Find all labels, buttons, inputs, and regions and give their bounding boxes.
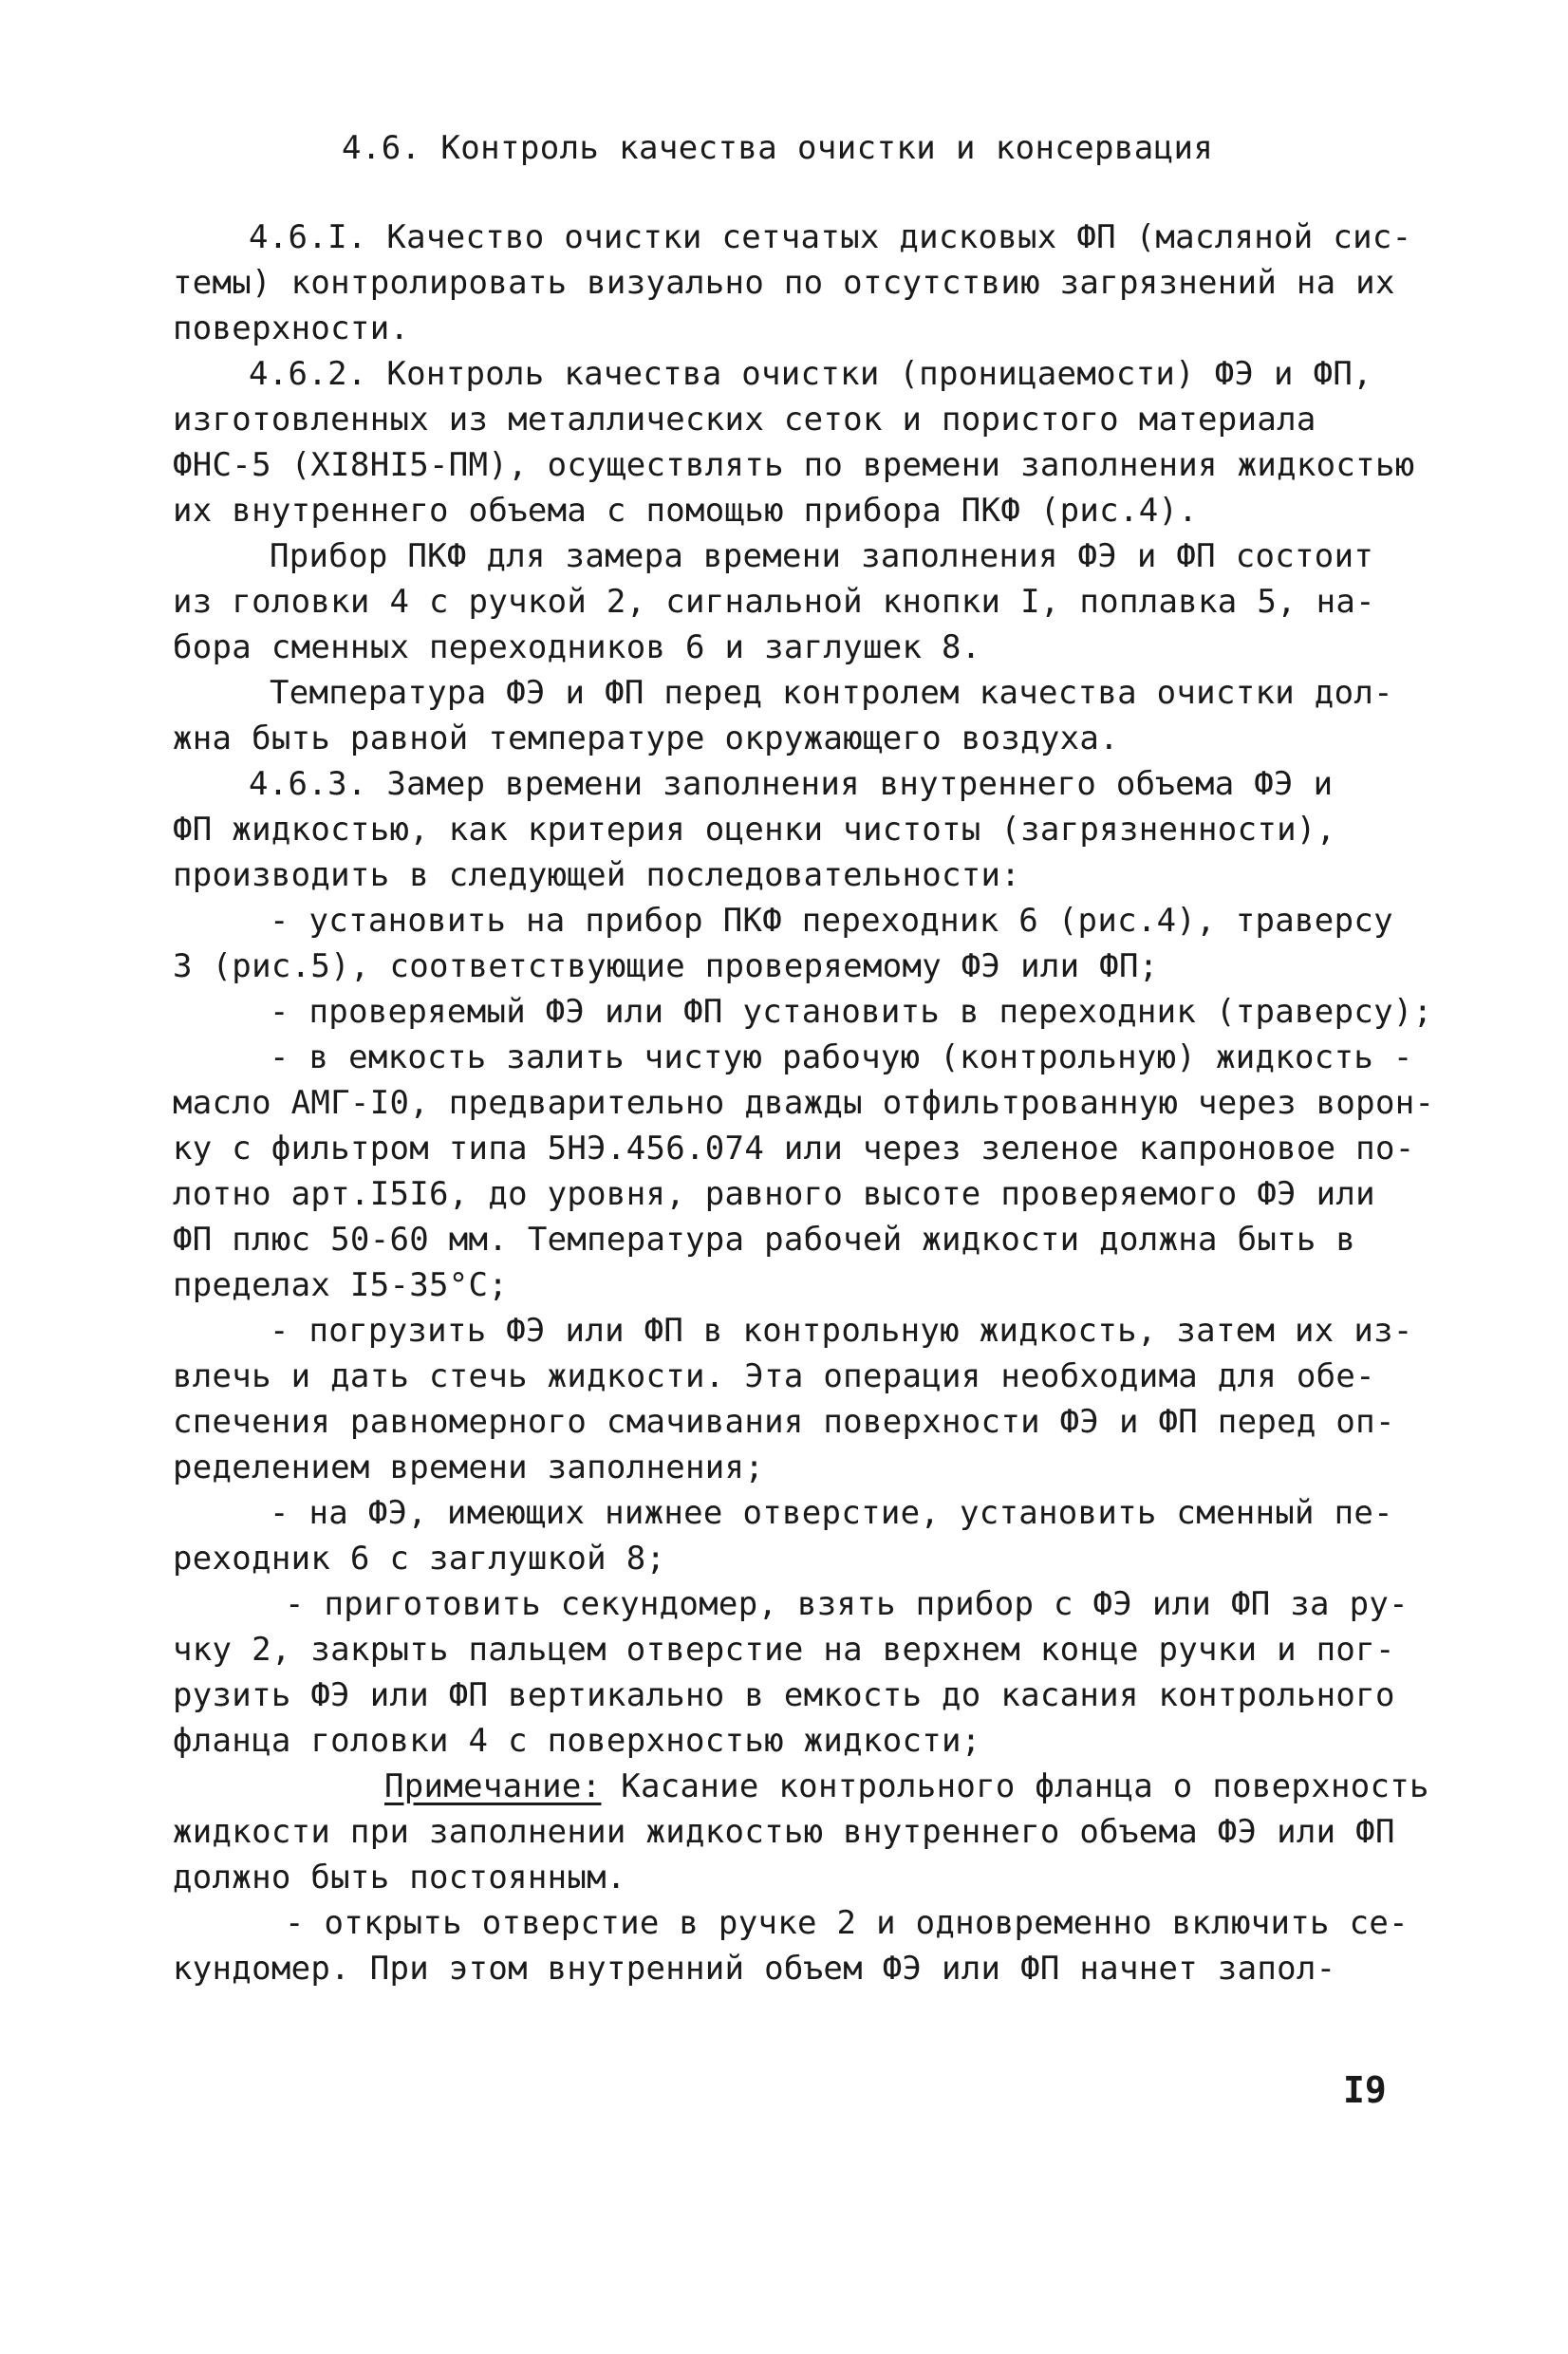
text-line: 4.6.I. Качество очистки сетчатых дисковых ФП (масляной сис- xyxy=(249,218,1412,256)
text-line: поверхности. xyxy=(173,309,410,347)
text-line: 4.6.2. Контроль качества очистки (проницаемости) ФЭ и ФП, xyxy=(249,355,1372,393)
text-line: - проверяемый ФЭ или ФП установить в переходник (траверсу); xyxy=(270,993,1433,1031)
text-line: Прибор ПКФ для замера времени заполнения ФЭ и ФП состоит xyxy=(270,537,1374,575)
text-line: жидкости при заполнении жидкостью внутреннего объема ФЭ или ФП xyxy=(173,1813,1395,1851)
text-line: реходник 6 с заглушкой 8; xyxy=(173,1540,666,1578)
text-line: жна быть равной температуре окружающего воздуха. xyxy=(173,719,1119,757)
text-line: лотно арт.I5I6, до уровня, равного высоте проверяемого ФЭ или xyxy=(173,1175,1375,1213)
text-line: 4.6.3. Замер времени заполнения внутреннего объема ФЭ и xyxy=(249,765,1334,803)
text-line: спечения равномерного смачивания поверхности ФЭ и ФП перед оп- xyxy=(173,1403,1395,1441)
text-line: ределением времени заполнения; xyxy=(173,1448,765,1486)
text-line: должно быть постоянным. xyxy=(173,1859,626,1896)
text-line: - погрузить ФЭ или ФП в контрольную жидкость, затем их из- xyxy=(270,1312,1413,1350)
text-line: масло АМГ-I0, предварительно дважды отфильтрованную через ворон- xyxy=(173,1084,1435,1122)
text-line: производить в следующей последовательности: xyxy=(173,856,1021,894)
text-line: из головки 4 с ручкой 2, сигнальной кнопки I, поплавка 5, на- xyxy=(173,583,1375,621)
text-line: их внутреннего объема с помощью прибора ПКФ (рис.4). xyxy=(173,492,1199,530)
text-line: темы) контролировать визуально по отсутствию загрязнений на их xyxy=(173,264,1395,302)
section-title: 4.6. Контроль качества очистки и консервация xyxy=(342,129,1214,167)
text-line: ку с фильтром типа 5НЭ.456.074 или через зеленое капроновое по- xyxy=(173,1130,1415,1168)
text-line: влечь и дать стечь жидкости. Эта операция необходима для обе- xyxy=(173,1357,1375,1395)
text-line: 3 (рис.5), соответствующие проверяемому ФЭ или ФП; xyxy=(173,947,1159,985)
text-line: ФП жидкостью, как критерия оценки чистоты (загрязненности), xyxy=(173,811,1336,849)
text-line: изготовленных из металлических сеток и пористого материала xyxy=(173,401,1316,439)
text-line: - на ФЭ, имеющих нижнее отверстие, установить сменный пе- xyxy=(270,1494,1393,1532)
text-line: пределах I5-35°C; xyxy=(173,1266,509,1304)
text-line: - установить на прибор ПКФ переходник 6 (рис.4), траверсу xyxy=(270,902,1393,940)
text-line: Температура ФЭ и ФП перед контролем качества очистки дол- xyxy=(270,674,1393,712)
text-line: ФП плюс 50-60 мм. Температура рабочей жидкости должна быть в xyxy=(173,1221,1356,1259)
text-line: - приготовить секундомер, взять прибор с ФЭ или ФП за ру- xyxy=(285,1585,1409,1623)
note-label: Примечание: xyxy=(384,1767,602,1805)
text-line: чку 2, закрыть пальцем отверстие на верхнем конце ручки и пог- xyxy=(173,1631,1395,1669)
text-line: кундомер. При этом внутренний объем ФЭ или ФП начнет запол- xyxy=(173,1950,1336,1988)
note-text: Касание контрольного фланца о поверхность xyxy=(621,1767,1429,1805)
note-line xyxy=(384,1767,1429,1805)
page-number: I9 xyxy=(1343,2069,1387,2111)
text-line: - в емкость залить чистую рабочую (контрольную) жидкость - xyxy=(270,1038,1413,1076)
text-line: бора сменных переходников 6 и заглушек 8. xyxy=(173,628,981,666)
text-line: ФНС-5 (XI8HI5-ПМ), осуществлять по времени заполнения жидкостью xyxy=(173,446,1415,484)
text-line: рузить ФЭ или ФП вертикально в емкость до касания контрольного xyxy=(173,1676,1395,1714)
text-line: фланца головки 4 с поверхностью жидкости; xyxy=(173,1722,981,1760)
text-line: - открыть отверстие в ручке 2 и одновременно включить се- xyxy=(285,1904,1409,1942)
